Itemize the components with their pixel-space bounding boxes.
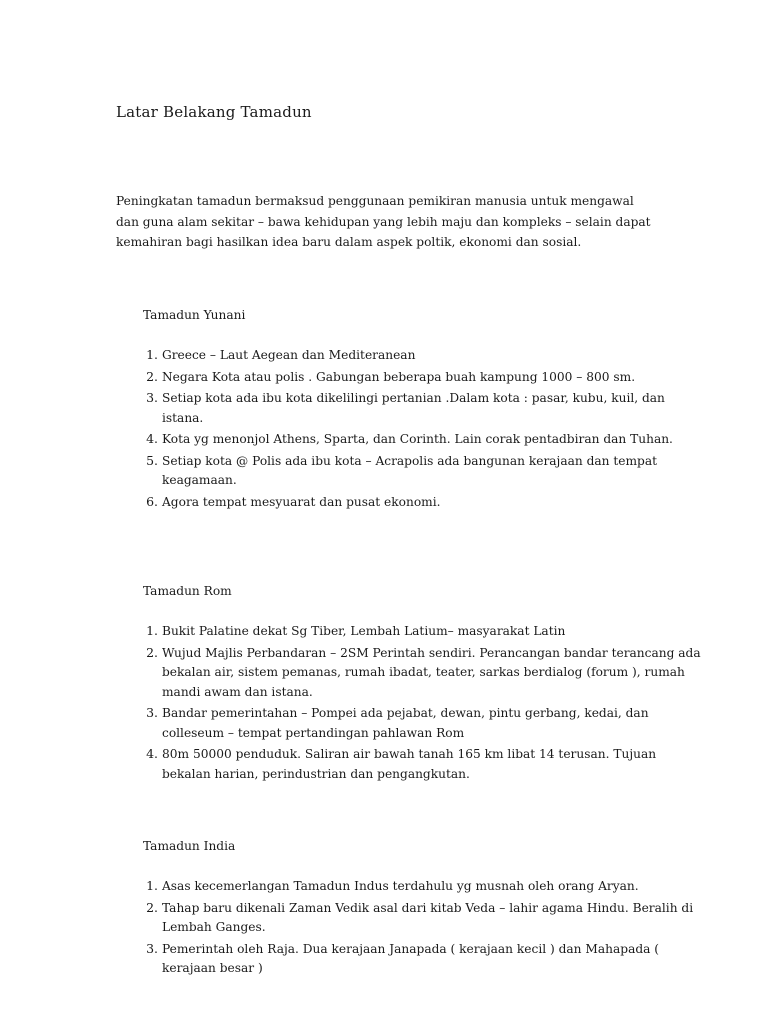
list-item: 3. Bandar pemerintahan – Pompei ada pejabat, dewan, pintu gerbang, kedai, dan colleseum – tempat pertandingan pahlawan Rom [162, 703, 702, 743]
list-india [116, 876, 702, 980]
list-item: 2. Tahap baru dikenali Zaman Vedik asal dari kitab Veda – lahir agama Hindu. Beralih di Lembah Ganges. [162, 898, 702, 938]
list-yunani [116, 345, 702, 513]
list-item: 3. Setiap kota ada ibu kota dikelilingi pertanian .Dalam kota : pasar, kubu, kuil, dan istana. [162, 388, 702, 428]
list-item: 4. 80m 50000 penduduk. Saliran air bawah tanah 165 km libat 14 terusan. Tujuan bekalan harian, perindustrian dan pengangkutan. [162, 744, 702, 784]
intro-paragraph: Peningkatan tamadun bermaksud penggunaan pemikiran manusia untuk mengawal dan guna alam sekitar – bawa kehidupan yang lebih maju dan kompleks – selain dapat kemahiran bagi hasilkan idea baru dalam aspek poltik, ekonomi dan sosial. [116, 194, 651, 249]
section-title-yunani: Tamadun Yunani [143, 308, 246, 322]
list-item: 3. Pemerintah oleh Raja. Dua kerajaan Janapada ( kerajaan kecil ) dan Mahapada ( kerajaan besar ) [162, 939, 702, 979]
section-title-india: Tamadun India [143, 839, 236, 853]
list-item: 5. Setiap kota @ Polis ada ibu kota – Acrapolis ada bangunan kerajaan dan tempat keagamaan. [162, 451, 702, 491]
list-item: 4. Kota yg menonjol Athens, Sparta, dan Corinth. Lain corak pentadbiran dan Tuhan. [162, 429, 702, 450]
list-item: 1. Asas kecemerlangan Tamadun Indus terdahulu yg musnah oleh orang Aryan. [162, 876, 702, 897]
list-rom [116, 621, 702, 785]
list-item: 2. Wujud Majlis Perbandaran – 2SM Perintah sendiri. Perancangan bandar terancang ada bekalan air, sistem pemanas, rumah ibadat, teater, sarkas berdialog (forum ), rumah mandi awam dan istana. [162, 643, 702, 703]
list-item: 1. Bukit Palatine dekat Sg Tiber, Lembah Latium– masyarakat Latin [162, 621, 702, 642]
page-title: Latar Belakang Tamadun [116, 103, 312, 121]
list-item: 6. Agora tempat mesyuarat dan pusat ekonomi. [162, 492, 702, 513]
list-item: 2. Negara Kota atau polis . Gabungan beberapa buah kampung 1000 – 800 sm. [162, 367, 702, 388]
section-title-rom: Tamadun Rom [143, 584, 232, 598]
list-item: 1. Greece – Laut Aegean dan Mediteranean [162, 345, 702, 366]
